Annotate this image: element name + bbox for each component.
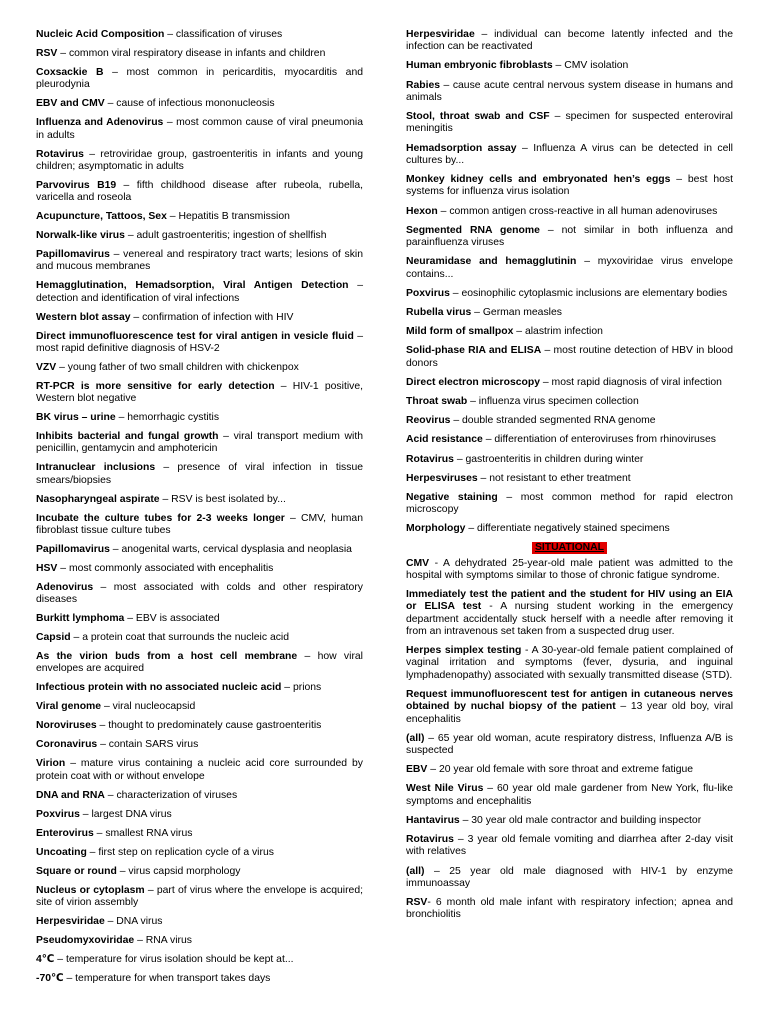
entry-separator: – [615, 701, 631, 713]
entry-separator: – [483, 783, 498, 795]
entry-definition: 65 year old woman, acute respiratory distress, Influenza A/B is suspected [406, 732, 733, 757]
entry-definition: not resistant to ether treatment [489, 472, 631, 484]
situational-heading: SITUATIONAL [532, 542, 607, 554]
entry-definition: thought to predominately cause gastroenteritis [108, 720, 322, 732]
entry-definition: cause acute central nervous system disease in humans and animals [406, 79, 733, 103]
entry-term: Coxsackie B [36, 66, 104, 78]
glossary-entry [406, 492, 733, 517]
entry-definition: double stranded segmented RNA genome [462, 415, 656, 427]
entry-term: Poxvirus [36, 808, 80, 820]
entry-definition: most common in pericarditis, myocarditis and pleurodynia [36, 66, 363, 91]
situational-entry [406, 815, 733, 827]
glossary-entry [36, 513, 363, 538]
entry-definition: confirmation of infection with HIV [142, 311, 294, 323]
entry-separator: – [281, 682, 293, 694]
entry-definition: cause of infectious mononucleosis [116, 98, 275, 110]
entry-separator: – [83, 148, 101, 160]
glossary-entry [36, 739, 363, 751]
glossary-entry [406, 434, 733, 446]
entry-separator: – [70, 632, 83, 644]
entry-separator: – [116, 865, 129, 877]
entry-definition: characterization of viruses [116, 789, 238, 801]
glossary-entry [36, 117, 363, 142]
entry-definition: prions [292, 682, 322, 694]
entry-definition: HIV-1 positive, Western blot negative [36, 380, 363, 405]
glossary-entry [36, 847, 363, 859]
entry-term: Square or round [36, 865, 117, 877]
situational-entry [406, 558, 733, 583]
entry-definition: most rapid diagnosis of viral infection [551, 376, 722, 388]
entry-separator: – [471, 306, 483, 318]
entry-term: BK virus – urine [36, 412, 116, 424]
entry-separator: - [427, 897, 436, 909]
glossary-entry [406, 225, 733, 250]
entry-definition: detection and identification of viral infections [36, 292, 240, 304]
entry-definition: A nursing student working in the emergency department accidentally stuck herself with a needle after removing it from an intravenous set taken from a suspected drug user. [406, 601, 733, 637]
entry-term: Monkey kidney cells and embryonated hen’s eggs [406, 174, 671, 186]
entry-term: Adenovirus [36, 581, 94, 593]
entry-term: Viral genome [36, 701, 102, 713]
glossary-entry [36, 809, 363, 821]
entry-term: Throat swab [406, 396, 468, 407]
entry-separator: – [516, 142, 534, 154]
entry-separator: – [513, 326, 525, 338]
entry-definition: best host systems for influenza virus isolation [406, 174, 734, 198]
entry-term: Pseudomyxoviridae [36, 934, 135, 946]
glossary-entry [36, 916, 363, 928]
entry-definition: myxoviridae virus envelope contains... [406, 256, 733, 280]
situational-entry [406, 645, 733, 682]
situational-entry [406, 897, 733, 922]
entry-separator: – [163, 117, 177, 129]
entry-term: (all) [406, 865, 425, 877]
entry-separator: – [552, 60, 565, 72]
glossary-entry [36, 249, 363, 274]
entry-definition: differentiate negatively stained specimens [477, 523, 670, 535]
entry-separator: – [284, 512, 301, 524]
entry-separator: – [124, 613, 136, 625]
entry-separator: – [103, 66, 127, 78]
entry-separator: – [104, 98, 117, 110]
situational-entry [406, 866, 733, 891]
entry-definition: RNA virus [145, 934, 192, 946]
entry-definition: influenza virus specimen collection [478, 396, 639, 407]
entry-definition: A 30-year-old female patient complained of vaginal irritation and symptoms (fever, dysuria, and inguinal lymphadenopathy) associated with sexually transmitted disease (STD). [406, 645, 733, 681]
entry-separator: – [449, 287, 462, 299]
entry-term: 4℃ [36, 953, 55, 965]
entry-definition: 6 month old male infant with respiratory infection; apnea and bronchiolitis [406, 897, 733, 921]
entry-definition: 20 year old female with sore throat and extreme fatigue [438, 764, 694, 776]
entry-definition: most associated with colds and other respiratory diseases [36, 581, 363, 606]
entry-term: Segmented RNA genome [406, 224, 540, 236]
entry-term: Intranuclear inclusions [36, 462, 156, 474]
entry-term: Solid-phase RIA and ELISA [406, 345, 542, 357]
entry-term: Negative staining [406, 491, 498, 503]
entry-definition: most common cause of viral pneumonia in adults [36, 117, 363, 141]
entry-separator: - [521, 645, 532, 657]
entry-definition: 3 year old female vomiting and diarrhea after 2-day visit with relatives [406, 834, 733, 858]
entry-term: Uncoating [36, 846, 87, 858]
entry-term: Human embryonic fibroblasts [406, 60, 553, 72]
right-column-entries [406, 29, 733, 536]
entry-definition: viral nucleocapsid [112, 701, 196, 713]
glossary-entry [36, 973, 363, 985]
entry-separator: – [539, 224, 562, 236]
entry-term: CMV [406, 557, 430, 569]
entry-definition: CMV isolation [564, 60, 629, 72]
entry-definition: DNA virus [116, 915, 163, 927]
entry-term: Acupuncture, Tattoos, Sex [36, 211, 167, 223]
entry-separator: – [497, 491, 521, 503]
entry-term: Influenza and Adenovirus [36, 117, 164, 129]
entry-definition: EBV is associated [135, 613, 220, 625]
entry-term: Herpesviridae [36, 915, 105, 927]
situational-entry [406, 733, 733, 758]
entry-separator: - [481, 601, 501, 613]
entry-separator: – [453, 834, 468, 846]
entry-term: EBV [406, 764, 428, 776]
glossary-entry [36, 828, 363, 840]
entry-term: Herpesviruses [406, 472, 478, 484]
entry-separator: – [437, 205, 450, 217]
entry-separator: – [450, 415, 463, 427]
glossary-entry [36, 885, 363, 910]
entry-separator: - [429, 557, 443, 569]
entry-definition: anogenital warts, cervical dysplasia and neoplasia [121, 543, 352, 555]
entry-term: HSV [36, 562, 58, 574]
entry-term: Rabies [406, 79, 441, 91]
entry-definition: hemorrhagic cystitis [127, 412, 220, 424]
entry-definition: adult gastroenteritis; ingestion of shellfish [136, 230, 327, 242]
glossary-entry [406, 473, 733, 485]
glossary-entry [36, 412, 363, 424]
glossary-entry [36, 67, 363, 92]
glossary-entry [36, 701, 363, 713]
entry-definition: specimen for suspected enteroviral meningitis [406, 111, 733, 135]
entry-term: Norwalk-like virus [36, 230, 125, 242]
entry-separator: – [465, 523, 478, 535]
entry-term: Nucleus or cytoplasm [36, 884, 145, 896]
entry-term: Burkitt lymphoma [36, 613, 125, 625]
entry-definition: gastroenteritis in children during winter [465, 453, 644, 465]
entry-term: DNA and RNA [36, 789, 105, 801]
glossary-entry [406, 288, 733, 300]
entry-separator: – [101, 701, 113, 713]
entry-term: Coronavirus [36, 739, 98, 751]
glossary-entry [406, 60, 733, 72]
entry-definition: young father of two small children with chickenpox [67, 361, 299, 373]
glossary-entry [36, 935, 363, 947]
entry-separator: – [482, 434, 495, 446]
entry-term: RT-PCR is more sensitive for early detection [36, 380, 275, 392]
entry-separator: – [459, 814, 472, 826]
entry-separator: – [79, 808, 92, 820]
entry-separator: – [56, 361, 68, 373]
entry-separator: – [424, 865, 450, 877]
entry-term: VZV [36, 361, 57, 373]
entry-term: Morphology [406, 523, 466, 535]
entry-definition: most common method for rapid electron microscopy [406, 491, 733, 516]
entry-term: Herpesviridae [406, 29, 475, 40]
entry-separator: – [124, 230, 137, 242]
glossary-entry [36, 211, 363, 223]
entry-separator: – [159, 493, 172, 505]
right-column [406, 29, 733, 929]
entry-term: Parvovirus B19 [36, 179, 117, 191]
entry-definition: German measles [482, 306, 562, 318]
glossary-entry [406, 143, 733, 168]
entry-separator: – [670, 174, 688, 186]
glossary-entry [36, 180, 363, 205]
entry-term: Poxvirus [406, 287, 450, 299]
entry-definition: common antigen cross-reactive in all human adenoviruses [449, 205, 718, 217]
entry-separator: – [218, 431, 234, 443]
entry-separator: – [541, 345, 554, 357]
situational-entry [406, 834, 733, 859]
entry-separator: – [440, 79, 453, 91]
entry-term: Infectious protein with no associated nucleic acid [36, 682, 282, 694]
entry-separator: – [57, 562, 69, 574]
entry-separator: – [93, 581, 114, 593]
entry-term: West Nile Virus [406, 783, 484, 795]
entry-term: Rotavirus [36, 148, 84, 160]
glossary-entry [36, 381, 363, 406]
glossary-entry [36, 48, 363, 60]
entry-definition: presence of viral infection in tissue smears/biopsies [36, 462, 364, 486]
glossary-entry [406, 307, 733, 319]
entry-term: Rotavirus [406, 453, 454, 465]
glossary-entry [36, 790, 363, 802]
entry-definition: RSV is best isolated by... [171, 493, 286, 505]
entry-separator: – [97, 739, 109, 751]
situational-entry [406, 689, 733, 726]
entry-term: Nasopharyngeal aspirate [36, 493, 160, 505]
entry-separator: – [104, 915, 117, 927]
glossary-entry [36, 954, 363, 966]
entry-separator: – [467, 396, 479, 407]
entry-term: Virion [36, 758, 66, 770]
entry-separator: – [453, 453, 466, 465]
entry-definition: mature virus containing a nucleic acid core surrounded by protein coat with or without envelope [36, 758, 363, 782]
entry-separator: – [96, 720, 109, 732]
entry-term: Immediately test the patient and the student for HIV using an EIA or ELISA test [406, 589, 733, 613]
entry-separator: – [109, 543, 122, 555]
entry-term: Hexon [406, 205, 438, 217]
entry-separator: – [164, 29, 176, 40]
entry-separator: – [65, 758, 81, 770]
entry-term: Acid resistance [406, 434, 483, 446]
glossary-entry [36, 494, 363, 506]
entry-separator: – [86, 846, 99, 858]
entry-separator: – [424, 732, 438, 744]
entry-definition: differentiation of enteroviruses from rhinoviruses [494, 434, 716, 446]
entry-term: Capsid [36, 632, 71, 644]
glossary-entry [36, 758, 363, 783]
entry-definition: alastrim infection [524, 326, 603, 338]
entry-separator: – [57, 47, 69, 59]
glossary-entry [36, 462, 363, 487]
entry-separator: – [474, 29, 495, 40]
entry-definition: virus capsid morphology [128, 865, 241, 877]
entry-separator: – [477, 472, 490, 484]
glossary-entry [36, 280, 363, 305]
entry-term: Direct electron microscopy [406, 376, 540, 388]
entry-definition: retroviridae group, gastroenteritis in infants and young children; asymptomatic in adults [36, 148, 363, 172]
entry-separator: – [109, 249, 124, 261]
entry-term: Hemadsorption assay [406, 142, 517, 154]
entry-separator: – [104, 789, 117, 801]
entry-separator: – [144, 884, 157, 896]
entry-definition: fifth childhood disease after rubeola, rubella, varicella and roseola [36, 179, 364, 204]
entry-separator: – [549, 111, 566, 123]
entry-term: Enterovirus [36, 827, 94, 839]
glossary-entry [36, 720, 363, 732]
situational-entry [406, 589, 733, 638]
entry-definition: eosinophilic cytoplasmic inclusions are elementary bodies [461, 287, 728, 299]
left-column [36, 29, 363, 992]
entry-definition: first step on replication cycle of a virus [98, 846, 274, 858]
glossary-entry [36, 544, 363, 556]
entry-separator: – [274, 380, 293, 392]
entry-separator: – [348, 280, 364, 292]
glossary-entry [36, 230, 363, 242]
glossary-entry [406, 415, 733, 427]
entry-term: Hantavirus [406, 814, 460, 826]
entry-definition: 60 year old male gardener from New York, flu-like symptoms and encephalitis [406, 783, 733, 807]
glossary-entry [406, 454, 733, 466]
glossary-entry [36, 98, 363, 110]
entry-term: Reovirus [406, 415, 451, 427]
entry-term: Incubate the culture tubes for 2-3 weeks longer [36, 512, 285, 524]
glossary-entry [36, 312, 363, 324]
entry-term: RSV [36, 47, 58, 59]
entry-definition: viral transport medium with penicillin, gentamycin and amphotericin [36, 431, 363, 455]
entry-term: Neuramidase and hemagglutinin [406, 256, 577, 268]
entry-definition: Influenza A virus can be detected in cell cultures by... [406, 142, 733, 166]
entry-definition: how viral envelopes are acquired [36, 651, 363, 675]
situational-heading-wrap [406, 540, 733, 554]
glossary-entry [406, 377, 733, 389]
entry-separator: – [93, 827, 106, 839]
entry-definition: not similar in both influenza and parainfluenza viruses [406, 224, 733, 249]
entry-separator: – [54, 953, 66, 965]
entry-separator: – [155, 462, 178, 474]
entry-definition: 25 year old male diagnosed with HIV-1 by enzyme immunoassay [406, 865, 734, 889]
entry-separator: – [576, 256, 598, 268]
glossary-entry [406, 206, 733, 218]
entry-definition: most routine detection of HBV in blood donors [406, 345, 733, 369]
entry-definition: most rapid definitive diagnosis of HSV-2 [36, 342, 220, 354]
glossary-entry [406, 523, 733, 535]
entry-definition: most commonly associated with encephalitis [68, 562, 274, 574]
entry-term: Direct immunofluorescence test for viral antigen in vesicle fluid [36, 330, 354, 342]
entry-definition: A dehydrated 25-year-old male patient was admitted to the hospital with symptoms similar to those of chronic fatigue syndrome. [406, 557, 733, 581]
glossary-entry [406, 396, 733, 408]
entry-definition: contain SARS virus [108, 739, 199, 751]
glossary-entry [36, 362, 363, 374]
entry-term: Hemagglutination, Hemadsorption, Viral Antigen Detection [36, 280, 349, 292]
glossary-entry [36, 331, 363, 356]
entry-term: Rubella virus [406, 306, 472, 318]
glossary-entry [36, 431, 363, 456]
glossary-entry [406, 111, 733, 136]
entry-definition: CMV, human fibroblast tissue culture tubes [36, 512, 363, 536]
entry-separator: – [63, 972, 76, 984]
glossary-entry [406, 326, 733, 338]
entry-definition: classification of viruses [175, 29, 283, 40]
entry-term: Request immunofluorescent test for antigen in cutaneous nerves obtained by nuchal biopsy of the patient [406, 688, 733, 713]
entry-term: Papillomavirus [36, 249, 110, 261]
entry-definition: individual can become latently infected and the infection can be reactivated [406, 29, 733, 53]
glossary-entry [36, 632, 363, 644]
entry-term: Inhibits bacterial and fungal growth [36, 431, 219, 443]
entry-separator: – [427, 764, 439, 776]
entry-definition: temperature for when transport takes days [75, 972, 271, 984]
entry-separator: – [297, 651, 318, 663]
entry-term: Stool, throat swab and CSF [406, 111, 550, 123]
entry-definition: venereal and respiratory tract warts; lesions of skin and mucous membranes [36, 249, 363, 273]
glossary-entry [406, 29, 733, 54]
entry-definition: a protein coat that surrounds the nucleic acid [82, 632, 290, 644]
glossary-entry [36, 149, 363, 174]
entry-definition: part of virus where the envelope is acquired; site of virion assembly [36, 884, 363, 908]
entry-term: EBV and CMV [36, 98, 105, 110]
entry-definition: 13 year old boy, viral encephalitis [406, 701, 733, 725]
entry-definition: Hepatitis B transmission [178, 211, 290, 223]
entry-term: Rotavirus [406, 834, 454, 846]
glossary-entry [36, 651, 363, 676]
glossary-entry [406, 256, 733, 281]
entry-separator: – [539, 376, 552, 388]
glossary-entry [36, 682, 363, 694]
entry-separator: – [130, 311, 143, 323]
glossary-entry [406, 174, 733, 199]
situational-entries [406, 558, 733, 922]
entry-term: (all) [406, 732, 425, 744]
situational-entry [406, 764, 733, 776]
glossary-entry [36, 582, 363, 607]
glossary-entry [406, 345, 733, 370]
glossary-entry [406, 80, 733, 105]
entry-term: RSV [406, 897, 428, 909]
entry-definition: common viral respiratory disease in infants and children [68, 47, 326, 59]
entry-separator: – [116, 179, 137, 191]
situational-entry [406, 783, 733, 808]
glossary-entry [36, 29, 363, 41]
entry-definition: smallest RNA virus [105, 827, 193, 839]
glossary-entry [36, 613, 363, 625]
entry-term: Western blot assay [36, 311, 131, 323]
entry-term: As the virion buds from a host cell membrane [36, 651, 298, 663]
entry-separator: – [353, 330, 363, 342]
entry-separator: – [115, 412, 128, 424]
entry-term: Noroviruses [36, 720, 97, 732]
entry-term: Herpes simplex testing [406, 645, 522, 657]
entry-definition: temperature for virus isolation should be kept at... [65, 953, 294, 965]
glossary-entry [36, 563, 363, 575]
entry-term: -70℃ [36, 972, 64, 984]
glossary-entry [36, 866, 363, 878]
entry-separator: – [166, 211, 179, 223]
entry-term: Nucleic Acid Composition [36, 29, 165, 40]
entry-separator: – [134, 934, 146, 946]
entry-term: Mild form of smallpox [406, 326, 514, 338]
entry-definition: 30 year old male contractor and building inspector [471, 814, 702, 826]
entry-term: Papillomavirus [36, 543, 110, 555]
entry-definition: largest DNA virus [91, 808, 172, 820]
